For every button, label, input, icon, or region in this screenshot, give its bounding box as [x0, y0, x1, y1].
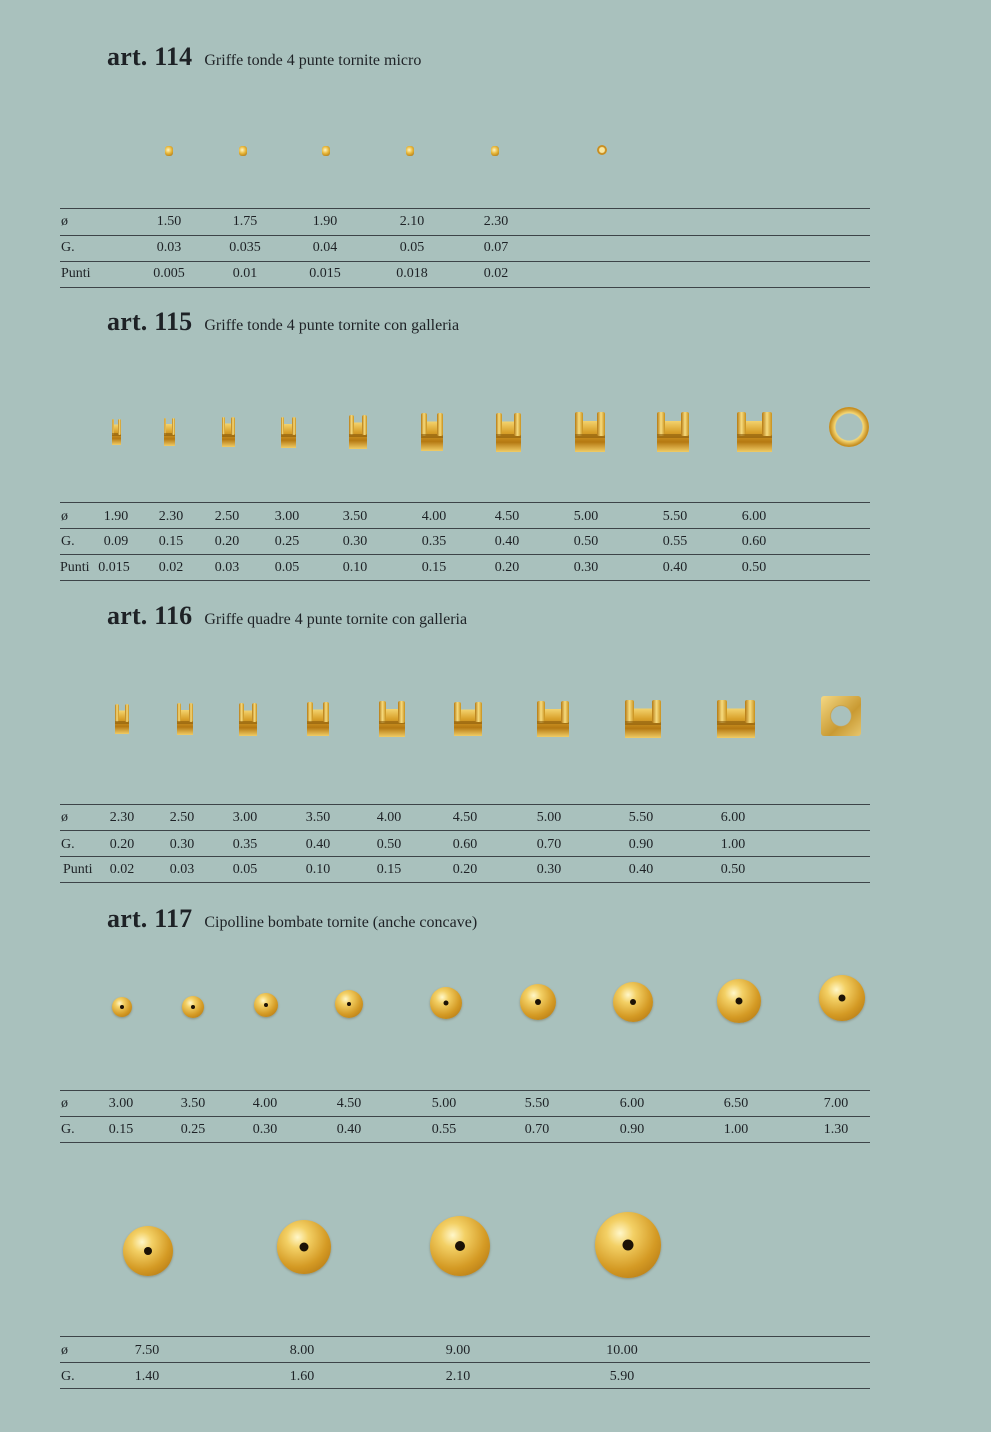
table-cell: 0.15 [158, 534, 184, 549]
round-setting-image [349, 415, 367, 449]
round-setting-image [496, 413, 521, 452]
table-cell: 5.50 [524, 1096, 550, 1111]
table-cell: 5.00 [573, 509, 599, 524]
table-cell: 0.30 [169, 837, 195, 852]
bead-hole [623, 1240, 634, 1251]
table-cell: 2.50 [169, 810, 195, 825]
square-setting-image [454, 702, 482, 736]
table-cell: 1.00 [720, 837, 746, 852]
article-number: art. 115 [107, 307, 193, 336]
table-rule [60, 856, 870, 857]
table-cell: 0.25 [274, 534, 300, 549]
row-label: ø [61, 810, 68, 825]
table-rule [60, 1116, 870, 1117]
prong-top-view-image [596, 144, 608, 156]
square-setting-image [537, 701, 569, 737]
row-label: G. [61, 1369, 75, 1384]
table-cell: 1.90 [103, 509, 129, 524]
table-cell: 0.15 [421, 560, 447, 575]
prong-setting-image [322, 146, 330, 156]
table-cell: 0.40 [305, 837, 331, 852]
row-label: G. [61, 837, 75, 852]
table-rule [60, 882, 870, 883]
row-label: G. [61, 534, 75, 549]
table-cell: 0.05 [274, 560, 300, 575]
round-setting-image [112, 419, 121, 445]
dome-bead-image [430, 987, 462, 1019]
table-cell: 0.50 [376, 837, 402, 852]
table-cell: 0.40 [494, 534, 520, 549]
bead-hole [839, 995, 846, 1002]
table-cell: 0.50 [573, 534, 599, 549]
table-cell: 0.40 [336, 1122, 362, 1137]
table-cell: 0.015 [98, 560, 130, 575]
table-cell: 0.018 [396, 266, 428, 281]
table-cell: 0.40 [662, 560, 688, 575]
table-cell: 0.03 [169, 862, 195, 877]
square-setting-image [379, 701, 405, 737]
table-cell: 0.15 [108, 1122, 134, 1137]
section-title-116 [107, 601, 467, 631]
table-cell: 5.00 [536, 810, 562, 825]
table-cell: 8.00 [289, 1343, 315, 1358]
table-rule [60, 261, 870, 262]
table-cell: 3.50 [342, 509, 368, 524]
row-label: G. [61, 1122, 75, 1137]
table-cell: 0.02 [483, 266, 509, 281]
table-cell: 3.00 [232, 810, 258, 825]
table-cell: 0.02 [109, 862, 135, 877]
table-rule [60, 1142, 870, 1143]
table-cell: 2.50 [214, 509, 240, 524]
table-cell: 0.50 [720, 862, 746, 877]
prong-setting-image [165, 146, 173, 156]
table-cell: 3.50 [180, 1096, 206, 1111]
table-cell: 0.05 [399, 240, 425, 255]
table-cell: 1.90 [312, 214, 338, 229]
table-cell: 2.30 [483, 214, 509, 229]
table-cell: 3.00 [274, 509, 300, 524]
row-label: G. [61, 240, 75, 255]
row-label: ø [61, 214, 68, 229]
bead-hole [347, 1002, 351, 1006]
square-setting-top-view-image [821, 696, 861, 736]
table-cell: 0.30 [536, 862, 562, 877]
table-cell: 0.15 [376, 862, 402, 877]
table-cell: 0.70 [524, 1122, 550, 1137]
dome-bead-image [112, 997, 132, 1017]
table-cell: 2.30 [158, 509, 184, 524]
table-cell: 4.00 [421, 509, 447, 524]
table-cell: 0.20 [214, 534, 240, 549]
table-cell: 6.00 [619, 1096, 645, 1111]
square-setting-image [307, 702, 329, 736]
table-cell: 0.35 [421, 534, 447, 549]
article-description: Cipolline bombate tornite (anche concave) [204, 914, 478, 931]
table-cell: 0.30 [573, 560, 599, 575]
dome-bead-image [595, 1212, 661, 1278]
round-setting-image [737, 412, 772, 452]
bead-hole [144, 1247, 152, 1255]
table-cell: 0.40 [628, 862, 654, 877]
table-cell: 4.50 [336, 1096, 362, 1111]
bead-hole [630, 999, 636, 1005]
prong-setting-image [406, 146, 414, 156]
table-cell: 0.05 [232, 862, 258, 877]
table-rule [60, 830, 870, 831]
prong-setting-image [491, 146, 499, 156]
table-rule [60, 287, 870, 288]
table-cell: 0.20 [452, 862, 478, 877]
table-cell: 5.50 [628, 810, 654, 825]
dome-bead-image [430, 1216, 490, 1276]
round-setting-top-view-image [829, 407, 869, 447]
table-cell: 3.50 [305, 810, 331, 825]
table-cell: 0.70 [536, 837, 562, 852]
table-cell: 5.00 [431, 1096, 457, 1111]
table-cell: 0.30 [342, 534, 368, 549]
table-cell: 0.30 [252, 1122, 278, 1137]
bead-hole [455, 1241, 465, 1251]
table-cell: 0.20 [109, 837, 135, 852]
table-cell: 0.90 [628, 837, 654, 852]
bead-hole [300, 1243, 309, 1252]
table-cell: 0.015 [309, 266, 341, 281]
table-cell: 0.005 [153, 266, 185, 281]
dome-bead-image [254, 993, 278, 1017]
table-rule [60, 580, 870, 581]
table-cell: 1.30 [823, 1122, 849, 1137]
prong-setting-image [239, 146, 247, 156]
bead-hole [736, 998, 743, 1005]
table-cell: 0.04 [312, 240, 338, 255]
table-rule [60, 235, 870, 236]
article-description: Griffe tonde 4 punte tornite con galleria [204, 317, 460, 334]
table-cell: 1.40 [134, 1369, 160, 1384]
table-cell: 0.09 [103, 534, 129, 549]
table-rule [60, 502, 870, 503]
table-cell: 0.07 [483, 240, 509, 255]
table-cell: 0.60 [741, 534, 767, 549]
table-rule [60, 1090, 870, 1091]
table-cell: 0.01 [232, 266, 258, 281]
table-cell: 9.00 [445, 1343, 471, 1358]
row-label: Punti [61, 266, 91, 281]
table-rule [60, 1336, 870, 1337]
table-cell: 2.10 [399, 214, 425, 229]
section-title-117 [107, 904, 477, 934]
table-cell: 2.10 [445, 1369, 471, 1384]
table-cell: 6.00 [741, 509, 767, 524]
section-title-114 [107, 42, 421, 72]
table-cell: 10.00 [606, 1343, 638, 1358]
round-setting-image [657, 412, 689, 452]
table-rule [60, 528, 870, 529]
table-cell: 0.10 [305, 862, 331, 877]
table-cell: 0.03 [156, 240, 182, 255]
article-description: Griffe tonde 4 punte tornite micro [204, 52, 422, 69]
bead-hole [264, 1003, 268, 1007]
table-cell: 6.50 [723, 1096, 749, 1111]
table-cell: 4.00 [252, 1096, 278, 1111]
table-rule [60, 1388, 870, 1389]
bead-hole [444, 1001, 449, 1006]
square-setting-image [115, 704, 129, 734]
round-setting-image [281, 417, 296, 448]
table-cell: 5.50 [662, 509, 688, 524]
square-setting-image [625, 700, 661, 738]
row-label: ø [61, 1096, 68, 1111]
article-number: art. 116 [107, 601, 193, 630]
table-cell: 6.00 [720, 810, 746, 825]
article-number: art. 117 [107, 904, 193, 933]
dome-bead-image [819, 975, 865, 1021]
table-cell: 1.60 [289, 1369, 315, 1384]
table-cell: 0.035 [229, 240, 261, 255]
table-cell: 0.02 [158, 560, 184, 575]
round-setting-image [164, 418, 175, 446]
row-label: ø [61, 509, 68, 524]
table-cell: 4.50 [494, 509, 520, 524]
round-setting-image [222, 417, 235, 447]
table-cell: 7.00 [823, 1096, 849, 1111]
table-cell: 0.55 [662, 534, 688, 549]
table-cell: 0.90 [619, 1122, 645, 1137]
row-label: Punti [60, 560, 90, 575]
dome-bead-image [335, 990, 363, 1018]
table-cell: 7.50 [134, 1343, 160, 1358]
table-cell: 0.03 [214, 560, 240, 575]
row-label: ø [61, 1343, 68, 1358]
table-cell: 0.10 [342, 560, 368, 575]
section-title-115 [107, 307, 459, 337]
table-cell: 5.90 [609, 1369, 635, 1384]
bead-hole [191, 1005, 195, 1009]
dome-bead-image [277, 1220, 331, 1274]
table-rule [60, 554, 870, 555]
bead-hole [535, 999, 541, 1005]
article-number: art. 114 [107, 42, 193, 71]
dome-bead-image [717, 979, 761, 1023]
table-cell: 3.00 [108, 1096, 134, 1111]
table-cell: 0.35 [232, 837, 258, 852]
square-setting-image [177, 703, 193, 735]
round-setting-image [575, 412, 605, 452]
dome-bead-image [613, 982, 653, 1022]
square-setting-image [717, 700, 755, 738]
dome-bead-image [123, 1226, 173, 1276]
dome-bead-image [182, 996, 204, 1018]
article-description: Griffe quadre 4 punte tornite con galleria [204, 611, 468, 628]
table-cell: 1.50 [156, 214, 182, 229]
row-label: Punti [63, 862, 93, 877]
table-cell: 4.50 [452, 810, 478, 825]
square-setting-image [239, 703, 257, 736]
table-cell: 0.20 [494, 560, 520, 575]
round-setting-image [421, 413, 443, 451]
table-rule [60, 208, 870, 209]
table-cell: 0.55 [431, 1122, 457, 1137]
table-cell: 2.30 [109, 810, 135, 825]
bead-hole [120, 1005, 124, 1009]
table-rule [60, 804, 870, 805]
table-cell: 0.60 [452, 837, 478, 852]
table-rule [60, 1362, 870, 1363]
dome-bead-image [520, 984, 556, 1020]
table-cell: 0.50 [741, 560, 767, 575]
table-cell: 4.00 [376, 810, 402, 825]
table-cell: 1.00 [723, 1122, 749, 1137]
table-cell: 1.75 [232, 214, 258, 229]
table-cell: 0.25 [180, 1122, 206, 1137]
